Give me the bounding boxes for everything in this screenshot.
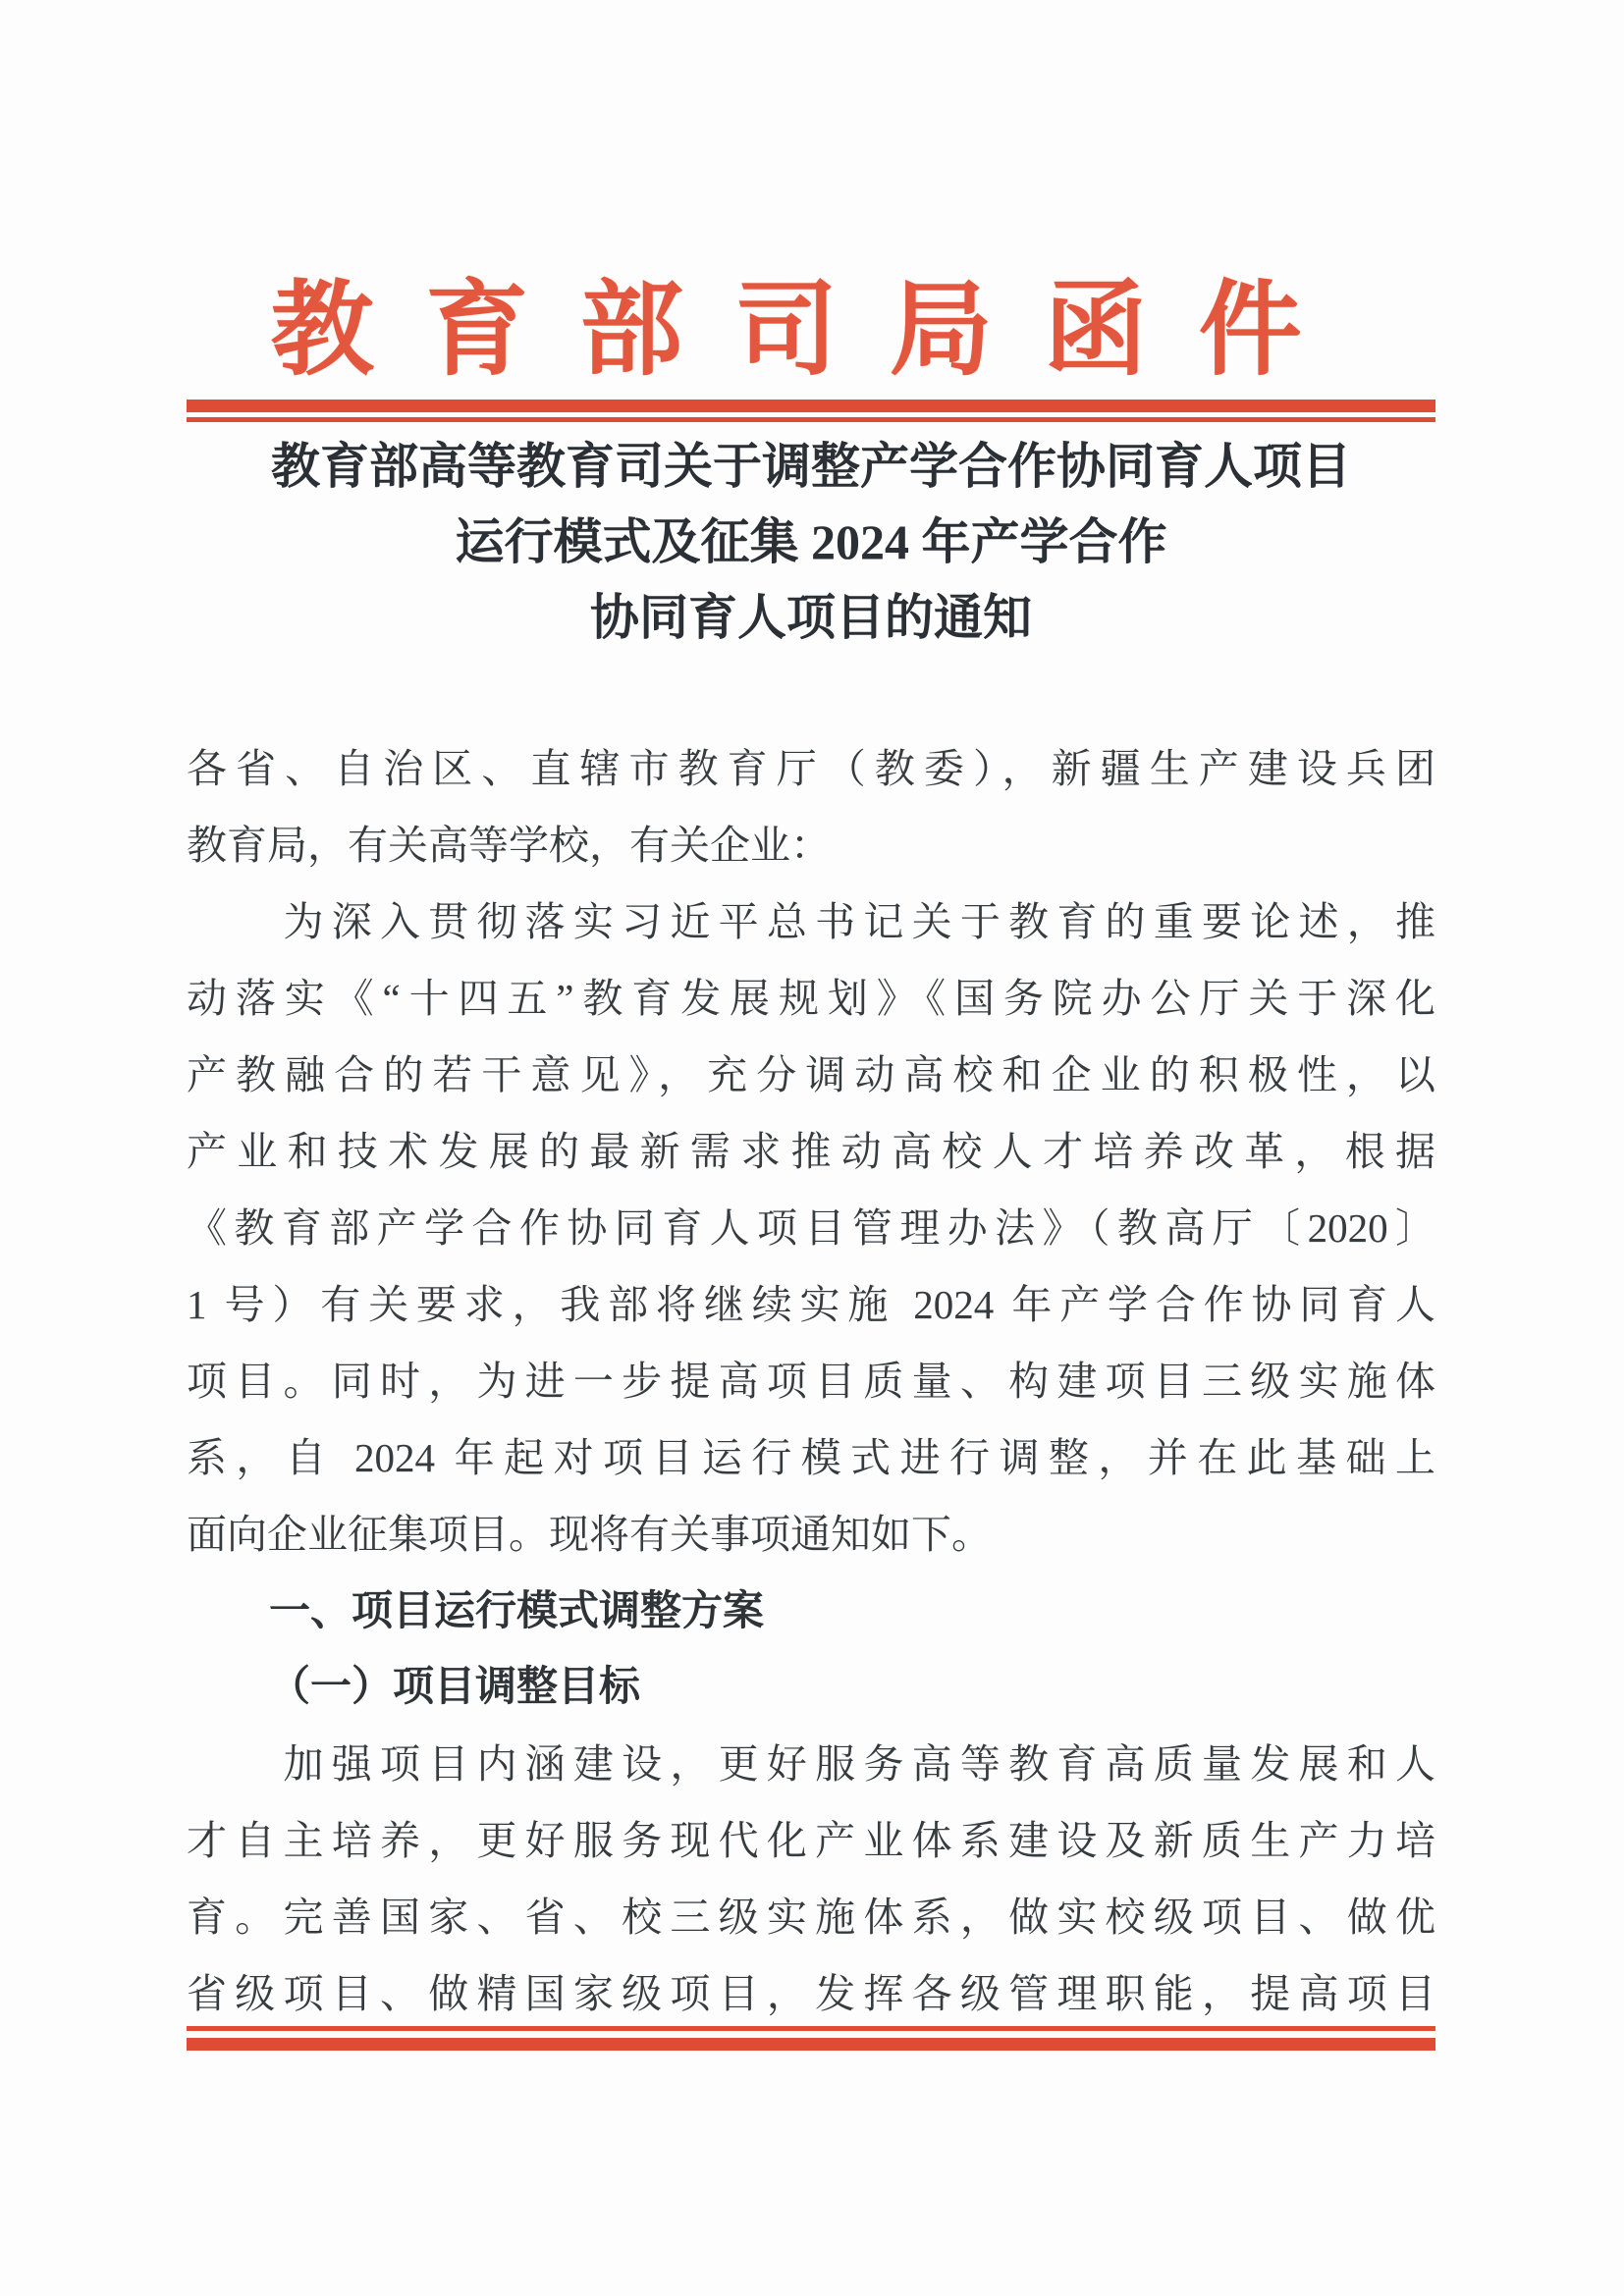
body-line: 《教育部产学合作协同育人项目管理办法》（教高厅〔2020〕 xyxy=(187,1205,1435,1251)
body-line: 产教融合的若干意见》，充分调动高校和企业的积极性，以 xyxy=(187,1052,1435,1097)
body-line: 教育局，有关高等学校，有关企业： xyxy=(187,823,831,868)
bottom-rule-thick xyxy=(187,2038,1435,2051)
top-rule-thick xyxy=(187,400,1435,412)
section-heading: 一、项目运行模式调整方案 xyxy=(269,1587,765,1633)
body-line: 1 号）有关要求，我部将继续实施 2024 年产学合作协同育人 xyxy=(187,1282,1435,1327)
body-line: 育。完善国家、省、校三级实施体系，做实校级项目、做优 xyxy=(187,1895,1435,1940)
body-line: 面向企业征集项目。现将有关事项通知如下。 xyxy=(187,1512,992,1557)
document-title-line: 运行模式及征集 2024 年产学合作 xyxy=(455,514,1167,569)
body-line: 加强项目内涵建设，更好服务高等教育高质量发展和人 xyxy=(187,1741,1435,1787)
letterhead-title: 教育部司局函件 xyxy=(270,273,1354,388)
body-line: 动落实《“十四五”教育发展规划》《国务院办公厅关于深化 xyxy=(187,976,1435,1021)
letter-body xyxy=(187,730,1435,2032)
body-line: 才自主培养，更好服务现代化产业体系建设及新质生产力培 xyxy=(187,1818,1435,1863)
body-line: 项目。同时，为进一步提高项目质量、构建项目三级实施体 xyxy=(187,1359,1435,1404)
subsection-heading: （一）项目调整目标 xyxy=(269,1665,641,1710)
body-line: 省级项目、做精国家级项目，发挥各级管理职能，提高项目 xyxy=(187,1971,1435,2016)
bottom-rule-thin xyxy=(187,2026,1435,2031)
top-rule-thin xyxy=(187,417,1435,422)
body-line: 为深入贯彻落实习近平总书记关于教育的重要论述，推 xyxy=(187,899,1435,944)
document-title xyxy=(187,429,1435,656)
document-title-line: 协同育人项目的通知 xyxy=(590,590,1032,645)
body-line: 各省、自治区、直辖市教育厅（教委），新疆生产建设兵团 xyxy=(187,746,1435,791)
body-line: 产业和技术发展的最新需求推动高校人才培养改革，根据 xyxy=(187,1129,1435,1174)
body-line: 系，自 2024 年起对项目运行模式进行调整，并在此基础上 xyxy=(187,1435,1435,1480)
document-title-line: 教育部高等教育司关于调整产学合作协同育人项目 xyxy=(271,439,1351,494)
